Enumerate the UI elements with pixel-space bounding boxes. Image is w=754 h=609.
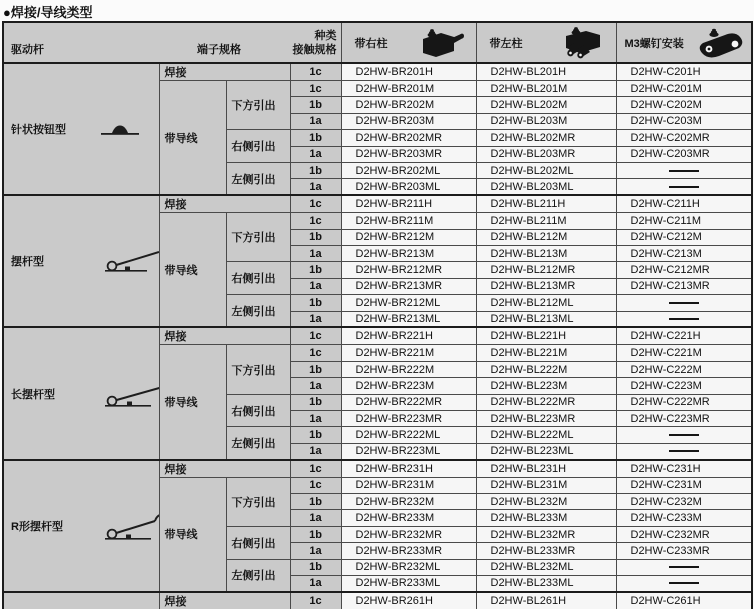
contact-cell: 1a — [290, 543, 341, 559]
contact-cell: 1b — [290, 97, 341, 113]
model-cell — [616, 162, 752, 178]
column-label: 带右柱 — [354, 37, 388, 50]
model-cell: D2HW-C221H — [616, 327, 752, 345]
model-table — [2, 21, 753, 609]
contact-cell: 1b — [290, 229, 341, 245]
contact-cell: 1b — [290, 526, 341, 542]
exit-left-cell: 左侧引出 — [226, 295, 290, 328]
drive-type-cell — [3, 460, 159, 592]
model-cell: D2HW-BL213MR — [476, 278, 616, 294]
model-cell: D2HW-BR212ML — [341, 295, 476, 311]
dash — [669, 434, 699, 436]
model-cell: D2HW-BL203MR — [476, 146, 616, 162]
model-cell: D2HW-BL233ML — [476, 576, 616, 592]
contact-cell: 1a — [290, 576, 341, 592]
model-cell: D2HW-BR221H — [341, 327, 476, 345]
drive-type-label: 针状按钮型 — [11, 124, 66, 137]
model-cell: D2HW-BR212M — [341, 229, 476, 245]
exit-right-cell: 右侧引出 — [226, 394, 290, 427]
contact-cell: 1b — [290, 295, 341, 311]
model-cell: D2HW-BR203M — [341, 113, 476, 129]
model-cell: D2HW-BR221M — [341, 345, 476, 361]
contact-cell: 1c — [290, 592, 341, 609]
model-cell: D2HW-BR202MR — [341, 130, 476, 146]
exit-bottom-cell: 下方引出 — [226, 345, 290, 394]
model-cell: D2HW-BR232M — [341, 494, 476, 510]
model-cell: D2HW-BR202M — [341, 97, 476, 113]
model-cell — [616, 427, 752, 443]
column-label: 带左柱 — [489, 37, 523, 50]
column-header-left-post — [476, 22, 616, 63]
contact-cell: 1a — [290, 113, 341, 129]
table-row — [3, 195, 752, 213]
model-cell: D2HW-BL213M — [476, 246, 616, 262]
model-cell: D2HW-C213MR — [616, 278, 752, 294]
exit-right-cell: 右侧引出 — [226, 526, 290, 559]
model-cell: D2HW-BR233MR — [341, 543, 476, 559]
switch-right-post-icon — [418, 27, 464, 59]
model-cell: D2HW-C233M — [616, 510, 752, 526]
model-cell — [616, 559, 752, 575]
drive-header-label: 驱动杆 — [11, 44, 44, 56]
kind-header-label: 种类 — [314, 30, 337, 42]
model-cell: D2HW-C261H — [616, 592, 752, 609]
contact-cell: 1b — [290, 162, 341, 178]
model-cell: D2HW-BR201M — [341, 81, 476, 97]
model-cell — [616, 443, 752, 459]
exit-right-cell: 右侧引出 — [226, 130, 290, 163]
drive-type-cell — [3, 327, 159, 459]
column-label: M3螺钉安装 — [624, 37, 684, 50]
dash — [669, 582, 699, 584]
long-hinge-lever-icon — [99, 380, 159, 408]
dash — [669, 186, 699, 188]
model-cell: D2HW-BL202M — [476, 97, 616, 113]
model-cell: D2HW-BR203MR — [341, 146, 476, 162]
hinge-lever-icon — [99, 249, 159, 273]
model-cell: D2HW-BR231H — [341, 460, 476, 478]
table-header-row — [3, 22, 752, 63]
contact-cell: 1a — [290, 411, 341, 427]
contact-cell: 1b — [290, 494, 341, 510]
model-cell: D2HW-BL231M — [476, 477, 616, 493]
column-header-m3-screw — [616, 22, 752, 63]
model-cell: D2HW-BL233MR — [476, 543, 616, 559]
switch-m3-screw-icon — [694, 26, 746, 60]
model-cell: D2HW-BL261H — [476, 592, 616, 609]
model-cell — [616, 295, 752, 311]
terminal-solder-cell: 焊接 — [159, 592, 290, 609]
contact-cell: 1a — [290, 378, 341, 394]
exit-left-cell: 左侧引出 — [226, 559, 290, 592]
contact-cell: 1b — [290, 361, 341, 377]
model-cell: D2HW-BL212M — [476, 229, 616, 245]
model-cell: D2HW-C232MR — [616, 526, 752, 542]
model-cell: D2HW-BR222M — [341, 361, 476, 377]
model-cell: D2HW-BL233M — [476, 510, 616, 526]
table-row — [3, 327, 752, 345]
contact-cell: 1b — [290, 130, 341, 146]
contact-cell: 1a — [290, 179, 341, 195]
model-cell: D2HW-C202M — [616, 97, 752, 113]
model-cell: D2HW-C221M — [616, 345, 752, 361]
table-row — [3, 63, 752, 81]
exit-bottom-cell: 下方引出 — [226, 477, 290, 526]
table-row — [3, 592, 752, 609]
model-cell: D2HW-BR223MR — [341, 411, 476, 427]
model-cell: D2HW-C233MR — [616, 543, 752, 559]
model-cell — [616, 576, 752, 592]
terminal-leadwire-cell: 带导线 — [159, 477, 226, 592]
model-cell: D2HW-C203M — [616, 113, 752, 129]
contact-cell: 1b — [290, 559, 341, 575]
contact-cell: 1a — [290, 246, 341, 262]
model-cell: D2HW-BL202ML — [476, 162, 616, 178]
model-cell: D2HW-BR261H — [341, 592, 476, 609]
model-cell: D2HW-BR223ML — [341, 443, 476, 459]
r-hinge-lever-icon — [99, 511, 159, 541]
contact-cell: 1a — [290, 311, 341, 327]
terminal-leadwire-cell: 带导线 — [159, 213, 226, 328]
model-cell: D2HW-BL222M — [476, 361, 616, 377]
terminal-leadwire-cell: 带导线 — [159, 345, 226, 460]
model-cell: D2HW-BR203ML — [341, 179, 476, 195]
model-cell: D2HW-C212MR — [616, 262, 752, 278]
model-cell: D2HW-BR232ML — [341, 559, 476, 575]
drive-type-label: 长摆杆型 — [11, 388, 55, 401]
model-cell: D2HW-BR213ML — [341, 311, 476, 327]
contact-cell: 1c — [290, 477, 341, 493]
contact-cell: 1b — [290, 262, 341, 278]
model-cell: D2HW-BR212MR — [341, 262, 476, 278]
model-cell: D2HW-C202MR — [616, 130, 752, 146]
model-cell: D2HW-C222MR — [616, 394, 752, 410]
switch-left-post-icon — [554, 26, 604, 60]
exit-right-cell: 右侧引出 — [226, 262, 290, 295]
contact-cell: 1a — [290, 146, 341, 162]
model-cell: D2HW-BR213M — [341, 246, 476, 262]
model-cell: D2HW-BL223ML — [476, 443, 616, 459]
model-cell: D2HW-C232M — [616, 494, 752, 510]
contact-cell: 1b — [290, 394, 341, 410]
terminal-header-label: 端子规格 — [197, 44, 241, 56]
model-cell: D2HW-BL231H — [476, 460, 616, 478]
model-cell: D2HW-BL232MR — [476, 526, 616, 542]
model-cell: D2HW-BL221M — [476, 345, 616, 361]
header-left-cell — [3, 22, 341, 63]
model-cell: D2HW-BL203M — [476, 113, 616, 129]
model-cell: D2HW-BL221H — [476, 327, 616, 345]
model-cell: D2HW-C223M — [616, 378, 752, 394]
terminal-solder-cell: 焊接 — [159, 327, 290, 345]
model-cell: D2HW-C211H — [616, 195, 752, 213]
contact-cell: 1c — [290, 327, 341, 345]
drive-type-cell — [3, 592, 159, 609]
model-cell: D2HW-BR222ML — [341, 427, 476, 443]
model-cell: D2HW-BR232MR — [341, 526, 476, 542]
model-cell: D2HW-BL223M — [476, 378, 616, 394]
model-cell: D2HW-C231M — [616, 477, 752, 493]
contact-cell: 1c — [290, 460, 341, 478]
model-cell: D2HW-BL232ML — [476, 559, 616, 575]
model-cell — [616, 179, 752, 195]
drive-type-cell — [3, 63, 159, 195]
column-header-right-post — [341, 22, 476, 63]
model-cell: D2HW-BR231M — [341, 477, 476, 493]
terminal-solder-cell: 焊接 — [159, 63, 290, 81]
exit-bottom-cell: 下方引出 — [226, 213, 290, 262]
model-cell: D2HW-BL202MR — [476, 130, 616, 146]
model-cell: D2HW-BR233ML — [341, 576, 476, 592]
dash — [669, 566, 699, 568]
drive-type-label: R形摆杆型 — [11, 520, 63, 533]
contact-cell: 1b — [290, 427, 341, 443]
model-cell: D2HW-BR222MR — [341, 394, 476, 410]
model-cell: D2HW-BR233M — [341, 510, 476, 526]
contact-cell: 1c — [290, 63, 341, 81]
model-cell: D2HW-C203MR — [616, 146, 752, 162]
model-cell: D2HW-BL213ML — [476, 311, 616, 327]
contact-cell: 1c — [290, 195, 341, 213]
page-title: ●焊接/导线类型 — [3, 5, 93, 20]
model-cell: D2HW-BR223M — [341, 378, 476, 394]
contact-cell: 1c — [290, 345, 341, 361]
model-cell: D2HW-BR201H — [341, 63, 476, 81]
model-cell: D2HW-BL222ML — [476, 427, 616, 443]
model-cell: D2HW-BL222MR — [476, 394, 616, 410]
terminal-solder-cell: 焊接 — [159, 460, 290, 478]
model-cell: D2HW-BL201M — [476, 81, 616, 97]
exit-left-cell: 左侧引出 — [226, 162, 290, 195]
model-cell: D2HW-C222M — [616, 361, 752, 377]
contact-cell: 1a — [290, 443, 341, 459]
dash — [669, 170, 699, 172]
model-cell — [616, 311, 752, 327]
model-cell: D2HW-BR211H — [341, 195, 476, 213]
contact-header-label: 接触规格 — [292, 44, 337, 56]
model-cell: D2HW-BL203ML — [476, 179, 616, 195]
model-cell: D2HW-C201M — [616, 81, 752, 97]
model-cell: D2HW-BR211M — [341, 213, 476, 229]
table-row — [3, 460, 752, 478]
model-cell: D2HW-BL223MR — [476, 411, 616, 427]
pin-plunger-icon — [99, 122, 145, 136]
model-cell: D2HW-BL212MR — [476, 262, 616, 278]
model-cell: D2HW-BL212ML — [476, 295, 616, 311]
contact-cell: 1c — [290, 213, 341, 229]
terminal-leadwire-cell: 带导线 — [159, 81, 226, 196]
model-cell: D2HW-C223MR — [616, 411, 752, 427]
model-cell: D2HW-C211M — [616, 213, 752, 229]
drive-type-cell — [3, 195, 159, 327]
exit-bottom-cell: 下方引出 — [226, 81, 290, 130]
model-cell: D2HW-C212M — [616, 229, 752, 245]
model-cell: D2HW-BL211M — [476, 213, 616, 229]
model-cell: D2HW-C231H — [616, 460, 752, 478]
model-cell: D2HW-C213M — [616, 246, 752, 262]
dash — [669, 318, 699, 320]
model-cell: D2HW-BL232M — [476, 494, 616, 510]
contact-cell: 1a — [290, 278, 341, 294]
drive-type-label: 摆杆型 — [11, 256, 44, 269]
contact-cell: 1c — [290, 81, 341, 97]
contact-cell: 1a — [290, 510, 341, 526]
exit-left-cell: 左侧引出 — [226, 427, 290, 460]
dash — [669, 450, 699, 452]
model-cell: D2HW-BL211H — [476, 195, 616, 213]
model-cell: D2HW-BR202ML — [341, 162, 476, 178]
model-cell: D2HW-BR213MR — [341, 278, 476, 294]
model-cell: D2HW-BL201H — [476, 63, 616, 81]
model-cell: D2HW-C201H — [616, 63, 752, 81]
dash — [669, 302, 699, 304]
terminal-solder-cell: 焊接 — [159, 195, 290, 213]
